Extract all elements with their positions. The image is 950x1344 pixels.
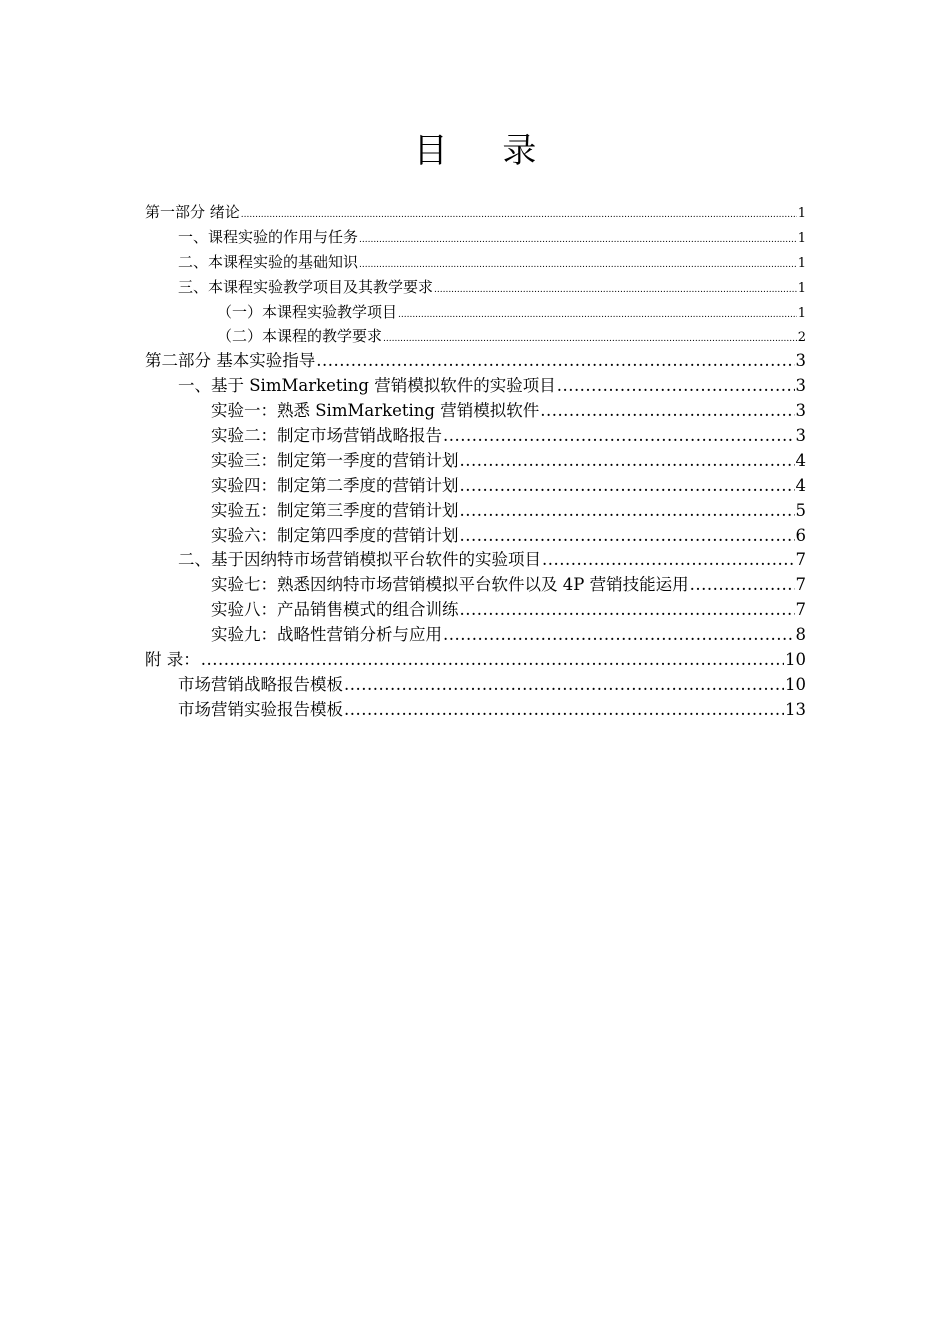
- toc-entry-title: 一、基于 SimMarketing 营销模拟软件的实验项目: [178, 376, 556, 396]
- toc-entry[interactable]: [145, 524, 806, 549]
- toc-dot-leader: [460, 474, 795, 499]
- toc-dot-leader: [460, 499, 795, 524]
- toc-entry[interactable]: [145, 598, 806, 623]
- toc-entry-title: （二）本课程的教学要求: [217, 327, 383, 346]
- toc-entry-title: （一）本课程实验教学项目: [217, 302, 398, 321]
- toc-dot-leader: [690, 573, 795, 598]
- toc-entry[interactable]: [145, 250, 806, 275]
- toc-entry-title: 第一部分 绪论: [145, 203, 240, 221]
- toc-entry[interactable]: [145, 449, 806, 474]
- toc-entry[interactable]: [145, 374, 806, 399]
- toc-entry[interactable]: [145, 698, 806, 723]
- toc-entry[interactable]: [145, 623, 806, 648]
- toc-entry-page-number: 13: [785, 699, 806, 719]
- toc-entry[interactable]: [145, 225, 806, 250]
- toc-entry[interactable]: [145, 349, 806, 374]
- toc-entry-title: 实验九：战略性营销分析与应用: [211, 625, 442, 645]
- toc-dot-leader: [398, 300, 797, 328]
- toc-entry-page-number: 7: [795, 550, 806, 570]
- toc-entry-page-number: 4: [795, 475, 806, 495]
- toc-entry[interactable]: [145, 424, 806, 449]
- toc-entry[interactable]: [145, 573, 806, 598]
- toc-entry-page-number: 1: [797, 305, 806, 321]
- toc-entry-page-number: 3: [795, 401, 806, 421]
- toc-entry-title: 一、课程实验的作用与任务: [178, 227, 359, 246]
- toc-dot-leader: [344, 673, 784, 698]
- toc-entry-title: 实验四：制定第二季度的营销计划: [211, 475, 459, 495]
- toc-entry-page-number: 7: [795, 600, 806, 620]
- toc-entry-page-number: 8: [795, 625, 806, 645]
- toc-dot-leader: [443, 623, 795, 648]
- toc-dot-leader: [316, 349, 794, 374]
- toc-entry[interactable]: [145, 324, 806, 349]
- toc-dot-leader: [460, 598, 795, 623]
- toc-entry-title: 市场营销战略报告模板: [178, 674, 343, 694]
- toc-entry-page-number: 6: [795, 525, 806, 545]
- toc-entry-page-number: 1: [797, 230, 806, 246]
- toc-entry-page-number: 3: [795, 426, 806, 446]
- toc-entry-title: 实验七：熟悉因纳特市场营销模拟平台软件以及 4P 营销技能运用: [211, 575, 689, 595]
- toc-entry-page-number: 10: [785, 674, 806, 694]
- toc-entry-page-number: 1: [797, 255, 806, 271]
- toc-entry-title: 实验八：产品销售模式的组合训练: [211, 600, 459, 620]
- toc-dot-leader: [460, 449, 795, 474]
- toc-dot-leader: [359, 225, 797, 253]
- toc-entry-title: 附 录：: [145, 650, 200, 670]
- toc-entry-page-number: 5: [795, 500, 806, 520]
- toc-entry[interactable]: [145, 499, 806, 524]
- toc-dot-leader: [542, 548, 795, 573]
- toc-entry[interactable]: [145, 275, 806, 300]
- toc-entry[interactable]: [145, 548, 806, 573]
- toc-entry[interactable]: [145, 300, 806, 325]
- toc-entry-page-number: 4: [795, 450, 806, 470]
- page-title: 目 录: [413, 131, 559, 171]
- toc-entry-title: 第二部分 基本实验指导: [145, 351, 316, 371]
- toc-entry-title: 市场营销实验报告模板: [178, 699, 343, 719]
- toc-dot-leader: [460, 524, 795, 549]
- toc-entry-title: 实验三：制定第一季度的营销计划: [211, 450, 459, 470]
- toc-dot-leader: [241, 200, 797, 228]
- toc-entry-title: 实验一：熟悉 SimMarketing 营销模拟软件: [211, 401, 540, 421]
- toc-entry[interactable]: [145, 474, 806, 499]
- toc-entry-title: 实验六：制定第四季度的营销计划: [211, 525, 459, 545]
- toc-entry-page-number: 1: [797, 206, 806, 221]
- toc-entry-page-number: 7: [795, 575, 806, 595]
- table-of-contents: [145, 200, 806, 723]
- toc-entry-title: 二、基于因纳特市场营销模拟平台软件的实验项目: [178, 550, 541, 570]
- toc-dot-leader: [344, 698, 784, 723]
- toc-dot-leader: [540, 399, 794, 424]
- toc-entry-page-number: 1: [797, 280, 806, 296]
- toc-entry[interactable]: [145, 673, 806, 698]
- toc-entry-title: 二、本课程实验的基础知识: [178, 252, 359, 271]
- toc-dot-leader: [383, 324, 797, 352]
- toc-dot-leader: [359, 250, 797, 278]
- toc-entry-page-number: 3: [795, 351, 806, 371]
- toc-entry-page-number: 2: [797, 330, 806, 346]
- toc-entry[interactable]: [145, 648, 806, 673]
- toc-entry-page-number: 3: [795, 376, 806, 396]
- toc-dot-leader: [201, 648, 784, 673]
- toc-dot-leader: [434, 275, 797, 303]
- toc-entry-title: 实验二：制定市场营销战略报告: [211, 426, 442, 446]
- toc-entry-title: 三、本课程实验教学项目及其教学要求: [178, 277, 434, 296]
- toc-entry-title: 实验五：制定第三季度的营销计划: [211, 500, 459, 520]
- toc-entry-page-number: 10: [785, 650, 806, 670]
- toc-entry[interactable]: [145, 399, 806, 424]
- toc-dot-leader: [443, 424, 795, 449]
- toc-dot-leader: [557, 374, 795, 399]
- toc-entry[interactable]: [145, 200, 806, 225]
